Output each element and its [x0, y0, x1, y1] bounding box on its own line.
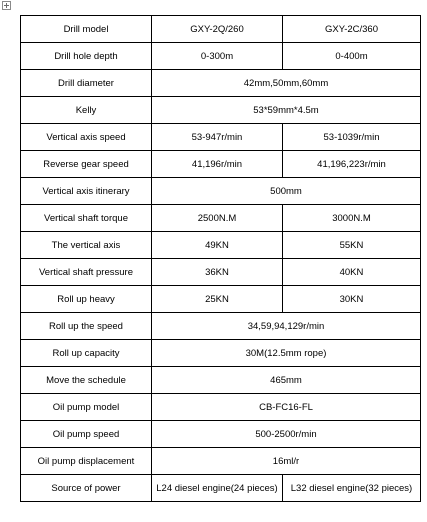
row-label: Drill diameter: [21, 70, 152, 97]
row-label: Oil pump model: [21, 394, 152, 421]
row-label: Vertical axis speed: [21, 124, 152, 151]
model-a-value: 36KN: [152, 259, 283, 286]
table-row: [21, 70, 421, 97]
row-label: The vertical axis: [21, 232, 152, 259]
model-a-value: 41,196r/min: [152, 151, 283, 178]
row-label: Vertical shaft pressure: [21, 259, 152, 286]
shared-value: 34,59,94,129r/min: [152, 313, 421, 340]
row-label: Vertical axis itinerary: [21, 178, 152, 205]
model-b-value: 3000N.M: [283, 205, 421, 232]
model-b-value: 40KN: [283, 259, 421, 286]
shared-value: 465mm: [152, 367, 421, 394]
model-b-value: 41,196,223r/min: [283, 151, 421, 178]
model-b-value: 30KN: [283, 286, 421, 313]
model-a-value: GXY-2Q/260: [152, 16, 283, 43]
table-row: [21, 367, 421, 394]
model-a-value: L24 diesel engine(24 pieces): [152, 475, 283, 502]
row-label: Roll up heavy: [21, 286, 152, 313]
table-row: [21, 151, 421, 178]
table-row: [21, 205, 421, 232]
model-b-value: 53-1039r/min: [283, 124, 421, 151]
row-label: Roll up the speed: [21, 313, 152, 340]
shared-value: 500-2500r/min: [152, 421, 421, 448]
table-move-handle-icon[interactable]: [2, 1, 11, 10]
table-row: [21, 43, 421, 70]
model-b-value: GXY-2C/360: [283, 16, 421, 43]
shared-value: 42mm,50mm,60mm: [152, 70, 421, 97]
table-row: [21, 124, 421, 151]
row-label: Move the schedule: [21, 367, 152, 394]
model-b-value: L32 diesel engine(32 pieces): [283, 475, 421, 502]
shared-value: 16ml/r: [152, 448, 421, 475]
table-row: [21, 394, 421, 421]
row-label: Source of power: [21, 475, 152, 502]
table-row: [21, 16, 421, 43]
row-label: Reverse gear speed: [21, 151, 152, 178]
row-label: Drill model: [21, 16, 152, 43]
shared-value: 500mm: [152, 178, 421, 205]
shared-value: CB-FC16-FL: [152, 394, 421, 421]
table-row: [21, 97, 421, 124]
row-label: Vertical shaft torque: [21, 205, 152, 232]
table-row: [21, 421, 421, 448]
shared-value: 30M(12.5mm rope): [152, 340, 421, 367]
model-b-value: 0-400m: [283, 43, 421, 70]
model-a-value: 2500N.M: [152, 205, 283, 232]
model-b-value: 55KN: [283, 232, 421, 259]
row-label: Oil pump displacement: [21, 448, 152, 475]
row-label: Roll up capacity: [21, 340, 152, 367]
model-a-value: 49KN: [152, 232, 283, 259]
table-row: [21, 178, 421, 205]
table-row: [21, 232, 421, 259]
table-row: [21, 313, 421, 340]
table-row: [21, 286, 421, 313]
row-label: Drill hole depth: [21, 43, 152, 70]
row-label: Kelly: [21, 97, 152, 124]
model-a-value: 53-947r/min: [152, 124, 283, 151]
row-label: Oil pump speed: [21, 421, 152, 448]
shared-value: 53*59mm*4.5m: [152, 97, 421, 124]
model-a-value: 25KN: [152, 286, 283, 313]
table-row: [21, 340, 421, 367]
table-row: [21, 475, 421, 502]
drill-spec-table: [20, 15, 421, 502]
model-a-value: 0-300m: [152, 43, 283, 70]
table-row: [21, 259, 421, 286]
table-row: [21, 448, 421, 475]
